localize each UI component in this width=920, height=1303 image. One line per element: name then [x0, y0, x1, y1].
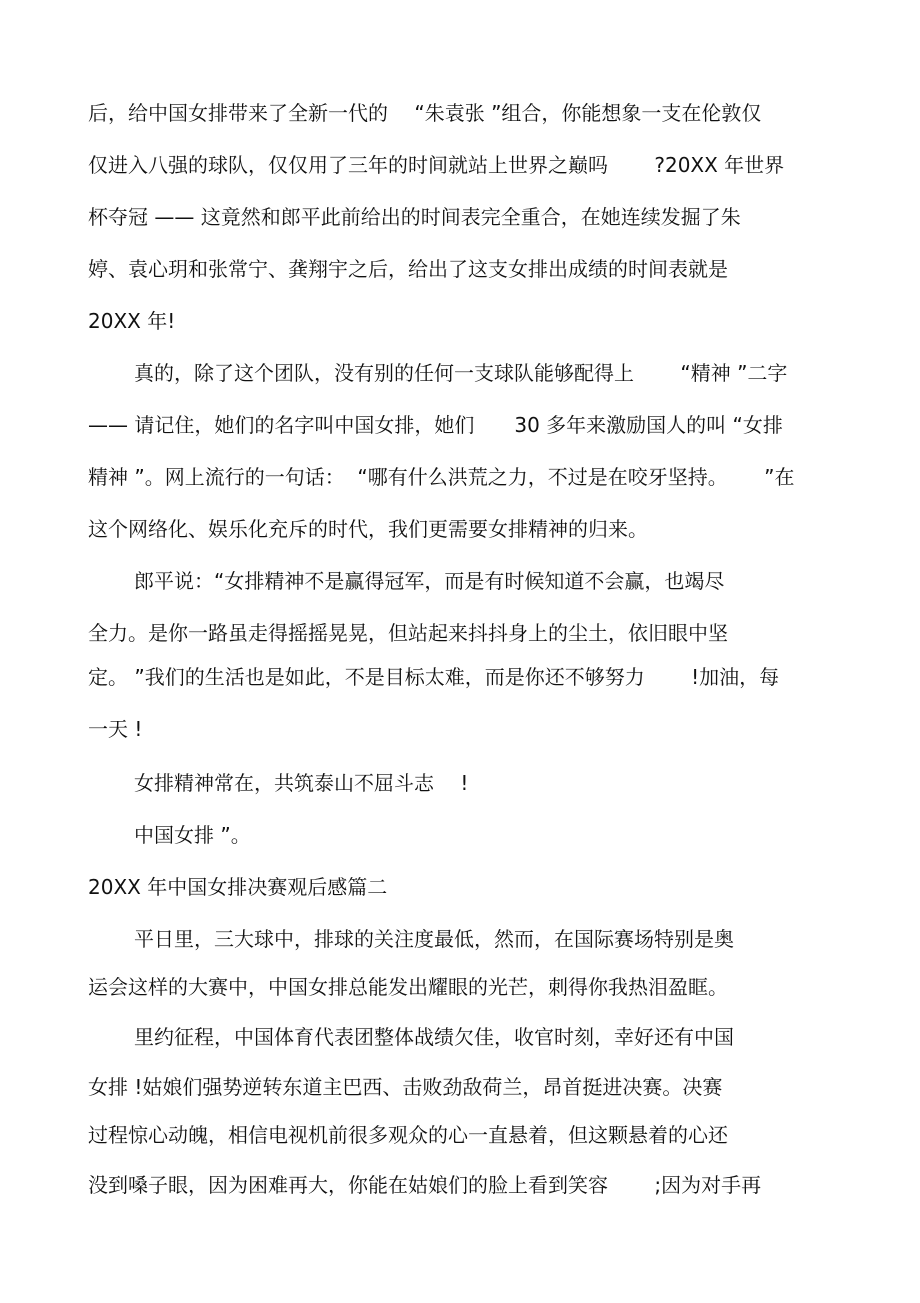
text-line: 这个网络化、娱乐化充斥的时代，我们更需要女排精神的归来。: [88, 517, 648, 541]
paragraph-first-line: 里约征程，中国体育代表团整体战绩欠佳，收官时刻，幸好还有中国: [134, 1025, 734, 1049]
text-line: 女排 !姑娘们强势逆转东道主巴西、击败劲敌荷兰，昂首挺进决赛。决赛: [88, 1075, 723, 1099]
paragraph-first-line: 中国女排 ”。: [134, 823, 251, 847]
text-line: 一天 !: [88, 717, 143, 741]
text-line: 杯夺冠 —— 这竟然和郎平此前给出的时间表完全重合，在她连续发掘了朱: [88, 205, 741, 229]
text-line: 20XX 年!: [88, 309, 176, 333]
text-line: 仅进入八强的球队，仅仅用了三年的时间就站上世界之巅吗 ?20XX 年世界: [88, 153, 785, 177]
section-heading: 20XX 年中国女排决赛观后感篇二: [88, 875, 388, 899]
text-line: 全力。是你一路虽走得摇摇晃晃，但站起来抖抖身上的尘土，依旧眼中坚: [88, 621, 728, 645]
text-line: 过程惊心动魄，相信电视机前很多观众的心一直悬着，但这颗悬着的心还: [88, 1123, 728, 1147]
paragraph-first-line: 女排精神常在，共筑泰山不屈斗志 !: [134, 771, 469, 795]
text-line: —— 请记住，她们的名字叫中国女排，她们 30 多年来激励国人的叫 “女排: [88, 413, 783, 437]
text-line: 运会这样的大赛中，中国女排总能发出耀眼的光芒，刺得你我热泪盈眶。: [88, 975, 728, 999]
text-line: 定。 ”我们的生活也是如此，不是目标太难，而是你还不够努力 !加油，每: [88, 665, 780, 689]
paragraph-first-line: 郎平说：“女排精神不是赢得冠军，而是有时候知道不会赢，也竭尽: [134, 569, 725, 593]
text-line: 精神 ”。网上流行的一句话： “哪有什么洪荒之力，不过是在咬牙坚持。 ”在: [88, 465, 795, 489]
text-line: 后，给中国女排带来了全新一代的 “朱袁张 ”组合，你能想象一支在伦敦仅: [88, 101, 762, 125]
paragraph-first-line: 平日里，三大球中，排球的关注度最低，然而，在国际赛场特别是奥: [134, 927, 734, 951]
paragraph-first-line: 真的，除了这个团队，没有别的任何一支球队能够配得上 “精神 ”二字: [134, 361, 788, 385]
text-line: 婷、袁心玥和张常宁、龚翔宇之后，给出了这支女排出成绩的时间表就是: [88, 257, 728, 281]
text-line: 没到嗓子眼，因为困难再大，你能在姑娘们的脸上看到笑容 ;因为对手再: [88, 1173, 762, 1197]
